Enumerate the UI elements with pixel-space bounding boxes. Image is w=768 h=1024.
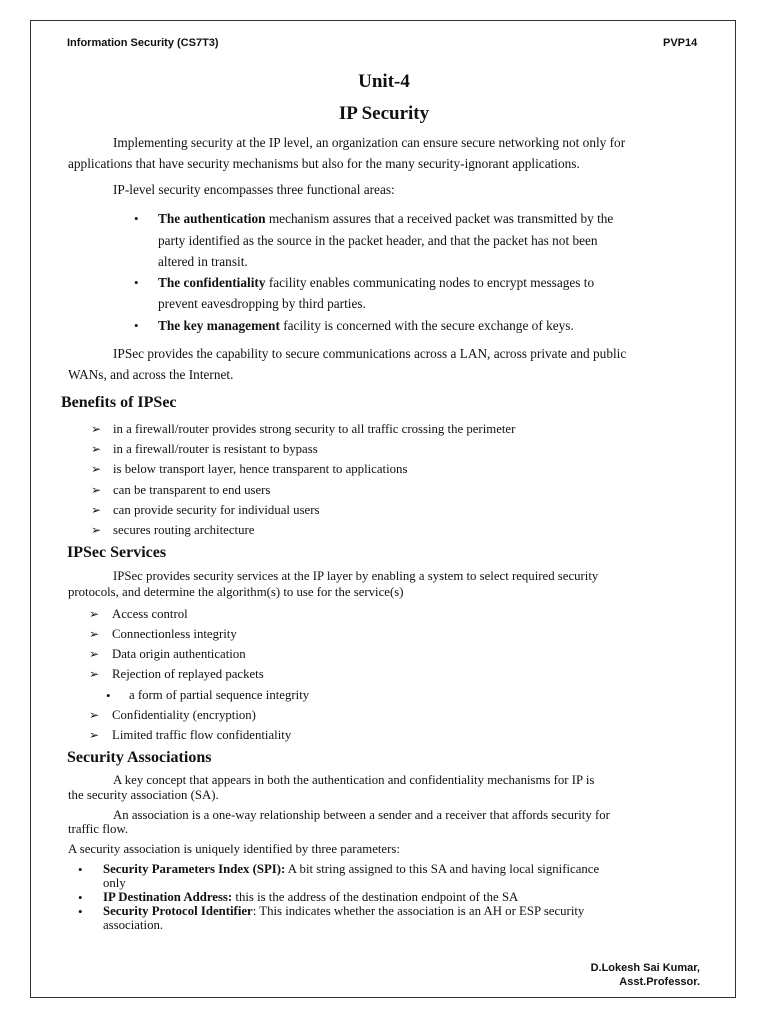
area-authentication: The authentication mechanism assures that a received packet was transmitted by the [158,211,614,226]
sa-para-1-line-2: the security association (SA). [68,788,219,802]
footer-role: Asst.Professor. [619,976,700,988]
benefit-item: in a firewall/router provides strong security to all traffic crossing the perimeter [113,422,516,436]
sa-param-spi: Security Parameters Index (SPI): A bit string assigned to this SA and having local significance [103,862,600,876]
intro-line-2: applications that have security mechanisms but also for the many security-ignorant applications. [68,156,580,171]
sa-param-destination: IP Destination Address: this is the address of the destination endpoint of the SA [103,890,519,904]
bullet-dot: • [134,318,139,333]
arrow-bullet-icon: ➢ [91,483,102,497]
footer-author: D.Lokesh Sai Kumar, [590,962,700,974]
header-code: PVP14 [663,37,698,49]
sa-heading: Security Associations [67,749,212,766]
benefit-item: is below transport layer, hence transparent to applications [113,462,408,476]
benefit-item: can be transparent to end users [113,483,271,497]
services-para-line-2: protocols, and determine the algorithm(s) to use for the service(s) [68,585,404,599]
sa-param-protocol-line-2: association. [103,918,164,932]
service-item: Rejection of replayed packets [112,667,264,681]
service-item: Connectionless integrity [112,627,237,641]
service-sub-item: a form of partial sequence integrity [129,688,310,702]
bullet-dot: • [134,275,139,290]
arrow-bullet-icon: ➢ [89,667,100,681]
arrow-bullet-icon: ➢ [89,647,100,661]
service-item: Access control [112,607,188,621]
arrow-bullet-icon: ➢ [91,462,102,476]
header-course: Information Security (CS7T3) [67,37,219,49]
sa-param-protocol: Security Protocol Identifier: This indicates whether the association is an AH or ESP security [103,904,585,918]
area-key-management: The key management facility is concerned with the secure exchange of keys. [158,318,574,333]
arrow-bullet-icon: ➢ [89,607,100,621]
arrow-bullet-icon: ➢ [91,442,102,456]
service-item: Limited traffic flow confidentiality [112,728,292,742]
arrow-bullet-icon: ➢ [89,708,100,722]
arrow-bullet-icon: ➢ [89,728,100,742]
bullet-dot: • [106,688,111,703]
intro-line-1: Implementing security at the IP level, an organization can ensure secure networking not only for [113,135,626,150]
service-item: Confidentiality (encryption) [112,708,256,722]
services-heading: IPSec Services [67,544,167,561]
sa-para-3: A security association is uniquely identified by three parameters: [68,842,400,856]
sa-param-spi-line-2: only [103,876,126,890]
arrow-bullet-icon: ➢ [91,422,102,436]
benefit-item: in a firewall/router is resistant to bypass [113,442,318,456]
services-para-line-1: IPSec provides security services at the IP layer by enabling a system to select required security [113,569,599,583]
area-confidentiality: The confidentiality facility enables communicating nodes to encrypt messages to [158,275,595,290]
benefit-item: can provide security for individual users [113,503,320,517]
area-confidentiality-line-2: prevent eavesdropping by third parties. [158,296,366,311]
bullet-dot: • [134,211,139,226]
service-item: Data origin authentication [112,647,246,661]
benefits-heading: Benefits of IPSec [61,394,177,411]
arrow-bullet-icon: ➢ [91,523,102,537]
ipsec-para-line-1: IPSec provides the capability to secure communications across a LAN, across private and public [113,346,627,361]
area-authentication-line-2: party identified as the source in the packet header, and that the packet has not been [158,233,598,248]
benefit-item: secures routing architecture [113,523,255,537]
unit-title: Unit-4 [358,71,410,92]
bullet-dot: • [78,890,83,905]
arrow-bullet-icon: ➢ [91,503,102,517]
page-title: IP Security [338,103,430,124]
area-authentication-line-3: altered in transit. [158,254,248,269]
intro-areas: IP-level security encompasses three functional areas: [113,182,395,197]
sa-para-2-line-2: traffic flow. [68,822,129,836]
bullet-dot: • [78,904,83,919]
ipsec-para-line-2: WANs, and across the Internet. [68,367,234,382]
sa-para-2-line-1: An association is a one-way relationship between a sender and a receiver that affords security for [113,808,610,822]
arrow-bullet-icon: ➢ [89,627,100,641]
sa-para-1-line-1: A key concept that appears in both the authentication and confidentiality mechanisms for IP is [113,773,595,787]
bullet-dot: • [78,862,83,877]
